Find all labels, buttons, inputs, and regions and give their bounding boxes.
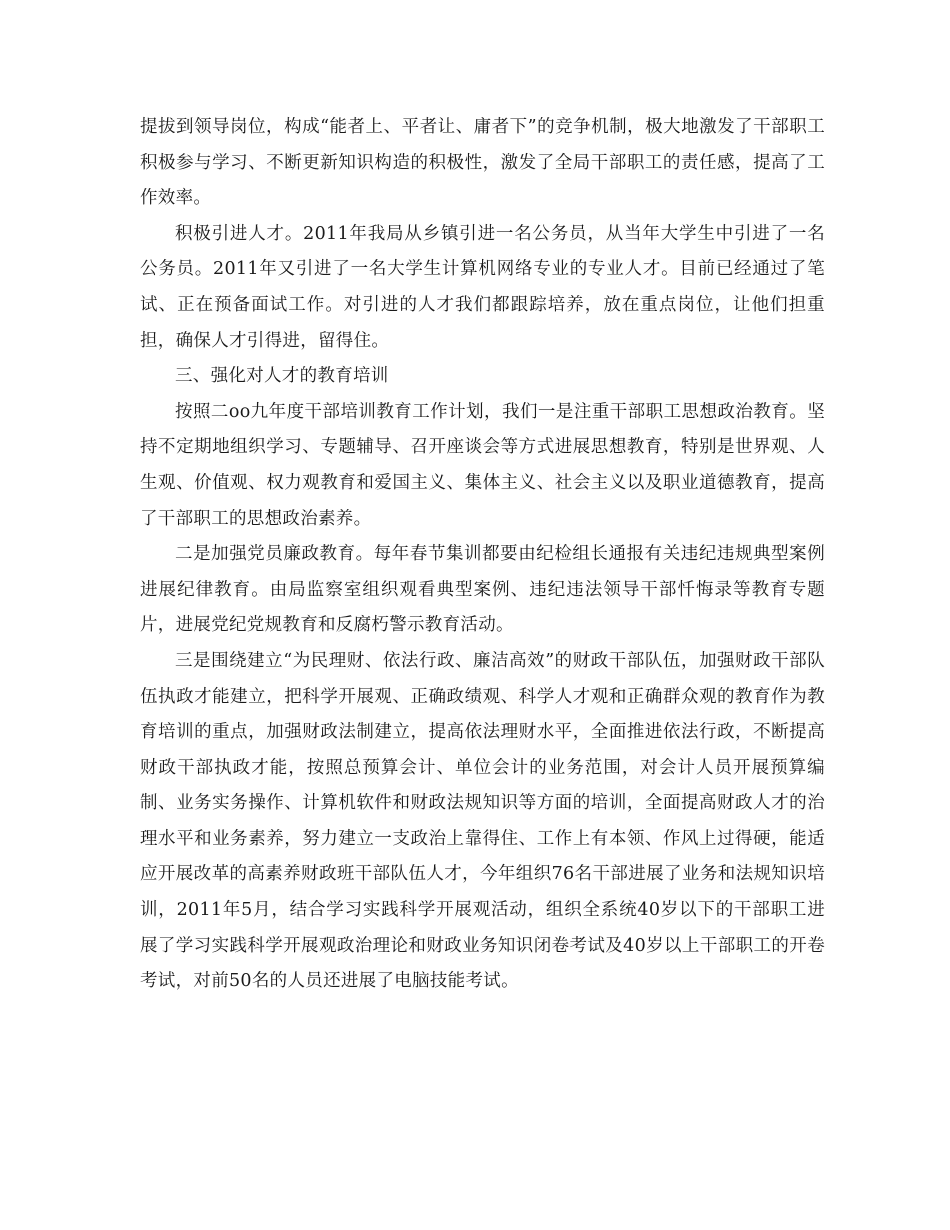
section-heading: 三、强化对人才的教育培训 — [175, 366, 389, 387]
paragraph-integrity-education: 二是加强党员廉政教育。每年春节集训都要由纪检组长通报有关违纪违规典型案例进展纪律教育。由局监察室组织观看典型案例、违纪违法领导干部忏悔录等教育专题片，进展党纪党规教育和反腐朽警示教育活动。 — [140, 544, 825, 636]
paragraph-continued: 提拔到领导岗位，构成“能者上、平者让、庸者下”的竞争机制，极大地激发了干部职工积极参与学习、不断更新知识构造的积极性，激发了全局干部职工的责任感，提高了工作效率。 — [140, 117, 825, 209]
document-body — [140, 110, 825, 1000]
paragraph-political-education: 按照二oo九年度干部培训教育工作计划，我们一是注重干部职工思想政治教育。坚持不定期地组织学习、专题辅导、召开座谈会等方式进展思想教育，特别是世界观、人生观、价值观、权力观教育和爱国主义、集体主义、社会主义以及职业道德教育，提高了干部职工的思想政治素养。 — [140, 401, 825, 529]
paragraph-talent-recruitment: 积极引进人才。2011年我局从乡镇引进一名公务员，从当年大学生中引进了一名公务员。2011年又引进了一名大学生计算机网络专业的专业人才。目前已经通过了笔试、正在预备面试工作。对引进的人才我们都跟踪培养，放在重点岗位，让他们担重担，确保人才引得进，留得住。 — [140, 223, 825, 351]
paragraph-finance-training: 三是围绕建立“为民理财、依法行政、廉洁高效”的财政干部队伍，加强财政干部队伍执政才能建立，把科学开展观、正确政绩观、科学人才观和正确群众观的教育作为教育培训的重点，加强财政法制建立，提高依法理财水平，全面推进依法行政，不断提高财政干部执政才能，按照总预算会计、单位会计的业务范围，对会计人员开展预算编制、业务实务操作、计算机软件和财政法规知识等方面的培训，全面提高财政人才的治理水平和业务素养，努力建立一支政治上靠得住、工作上有本领、作风上过得硬，能适应开展改革的高素养财政班干部队伍人才，今年组织76名干部进展了业务和法规知识培训，2011年5月，结合学习实践科学开展观活动，组织全系统40岁以下的干部职工进展了学习实践科学开展观政治理论和财政业务知识闭卷考试及40岁以上干部职工的开卷考试，对前50名的人员还进展了电脑技能考试。 — [140, 650, 825, 992]
